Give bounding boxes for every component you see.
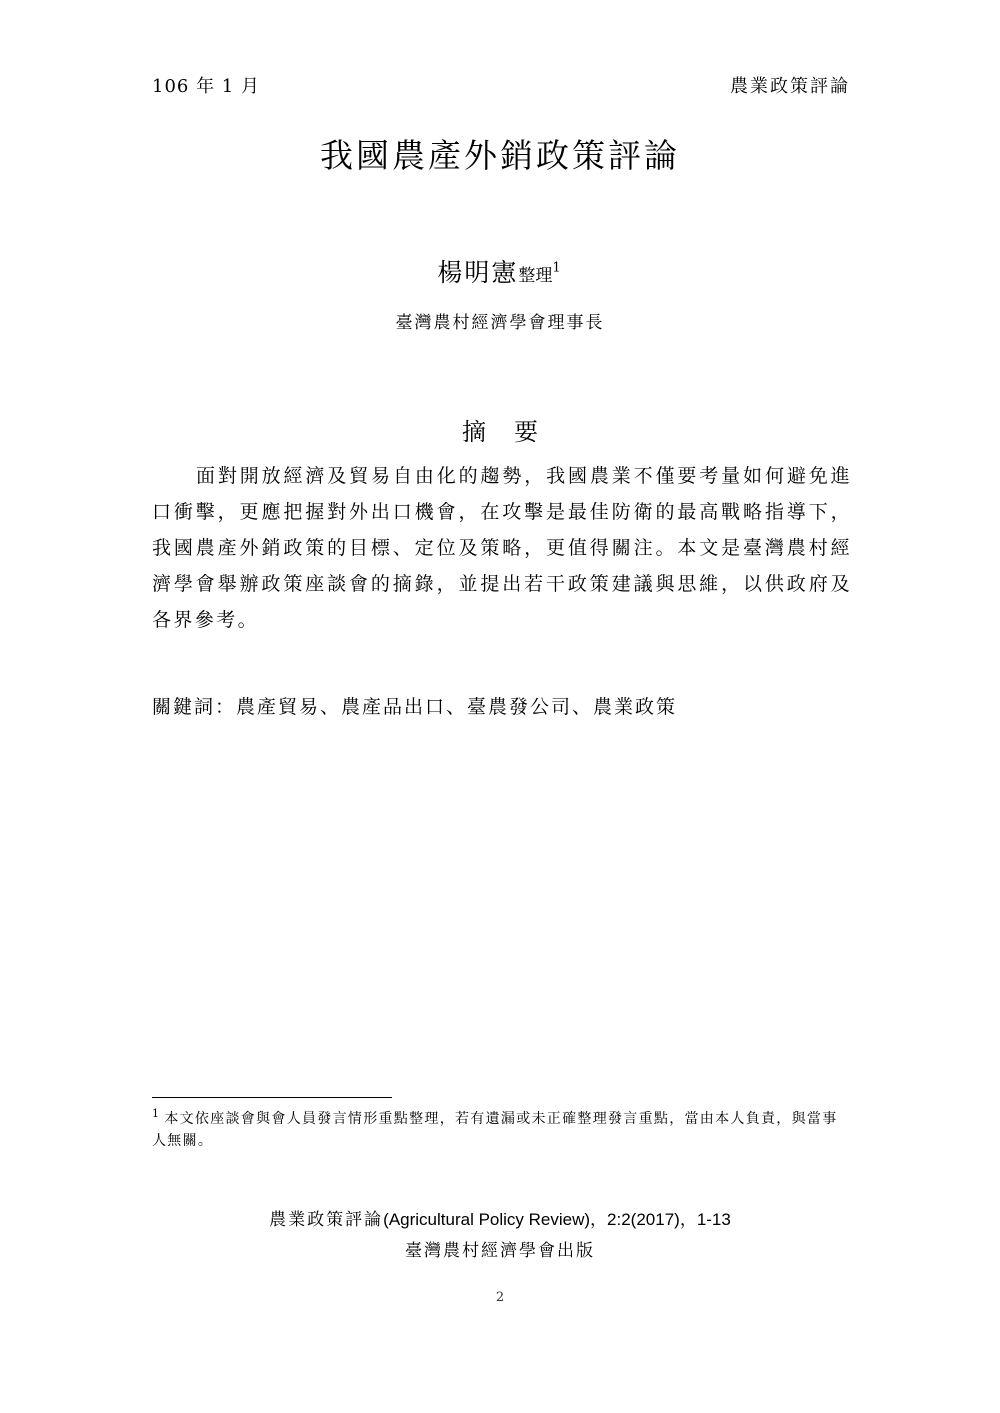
author-role: 整理 [518,266,553,286]
footnote-divider [152,1097,392,1098]
footnote [152,1108,852,1152]
footnote-text: 本文依座談會與會人員發言情形重點整理，若有遺漏或未正確整理發言重點，當由本人負責，與當事人無關。 [152,1111,838,1149]
author-line [0,253,1000,289]
abstract-text: 面對開放經濟及貿易自由化的趨勢，我國農業不僅要考量如何避免進口衝擊，更應把握對外出口機會，在攻擊是最佳防衛的最高戰略指導下，我國農產外銷政策的目標、定位及策略，更值得關注。本文是臺灣農村經濟學會舉辦政策座談會的摘錄，並提出若干政策建議與思維，以供政府及各界參考。 [152,465,852,631]
paper-title: 我國農產外銷政策評論 [320,136,680,175]
journal-citation [0,1205,1000,1230]
author-name: 楊明憲 [437,258,519,287]
header-journal-name: 農業政策評論 [730,76,850,97]
author-affiliation: 臺灣農村經濟學會理事長 [395,313,605,333]
publisher: 臺灣農村經濟學會出版 [405,1241,595,1261]
page-number: 2 [495,1290,505,1305]
keywords: 關鍵詞：農產貿易、農產品出口、臺農發公司、農業政策 [152,696,678,718]
author-footnote-mark[interactable]: 1 [552,260,563,276]
journal-name: 農業政策評論 [269,1210,384,1230]
header-date: 106 年 1 月 [152,76,260,97]
footnote-mark: 1 [152,1107,161,1121]
abstract-heading-right: 要 [514,418,538,446]
abstract-heading-left: 摘 [462,418,486,446]
journal-citation-details: (Agricultural Policy Review)，2:2(2017)，1-13 [383,1210,731,1229]
abstract-heading [0,412,1000,447]
